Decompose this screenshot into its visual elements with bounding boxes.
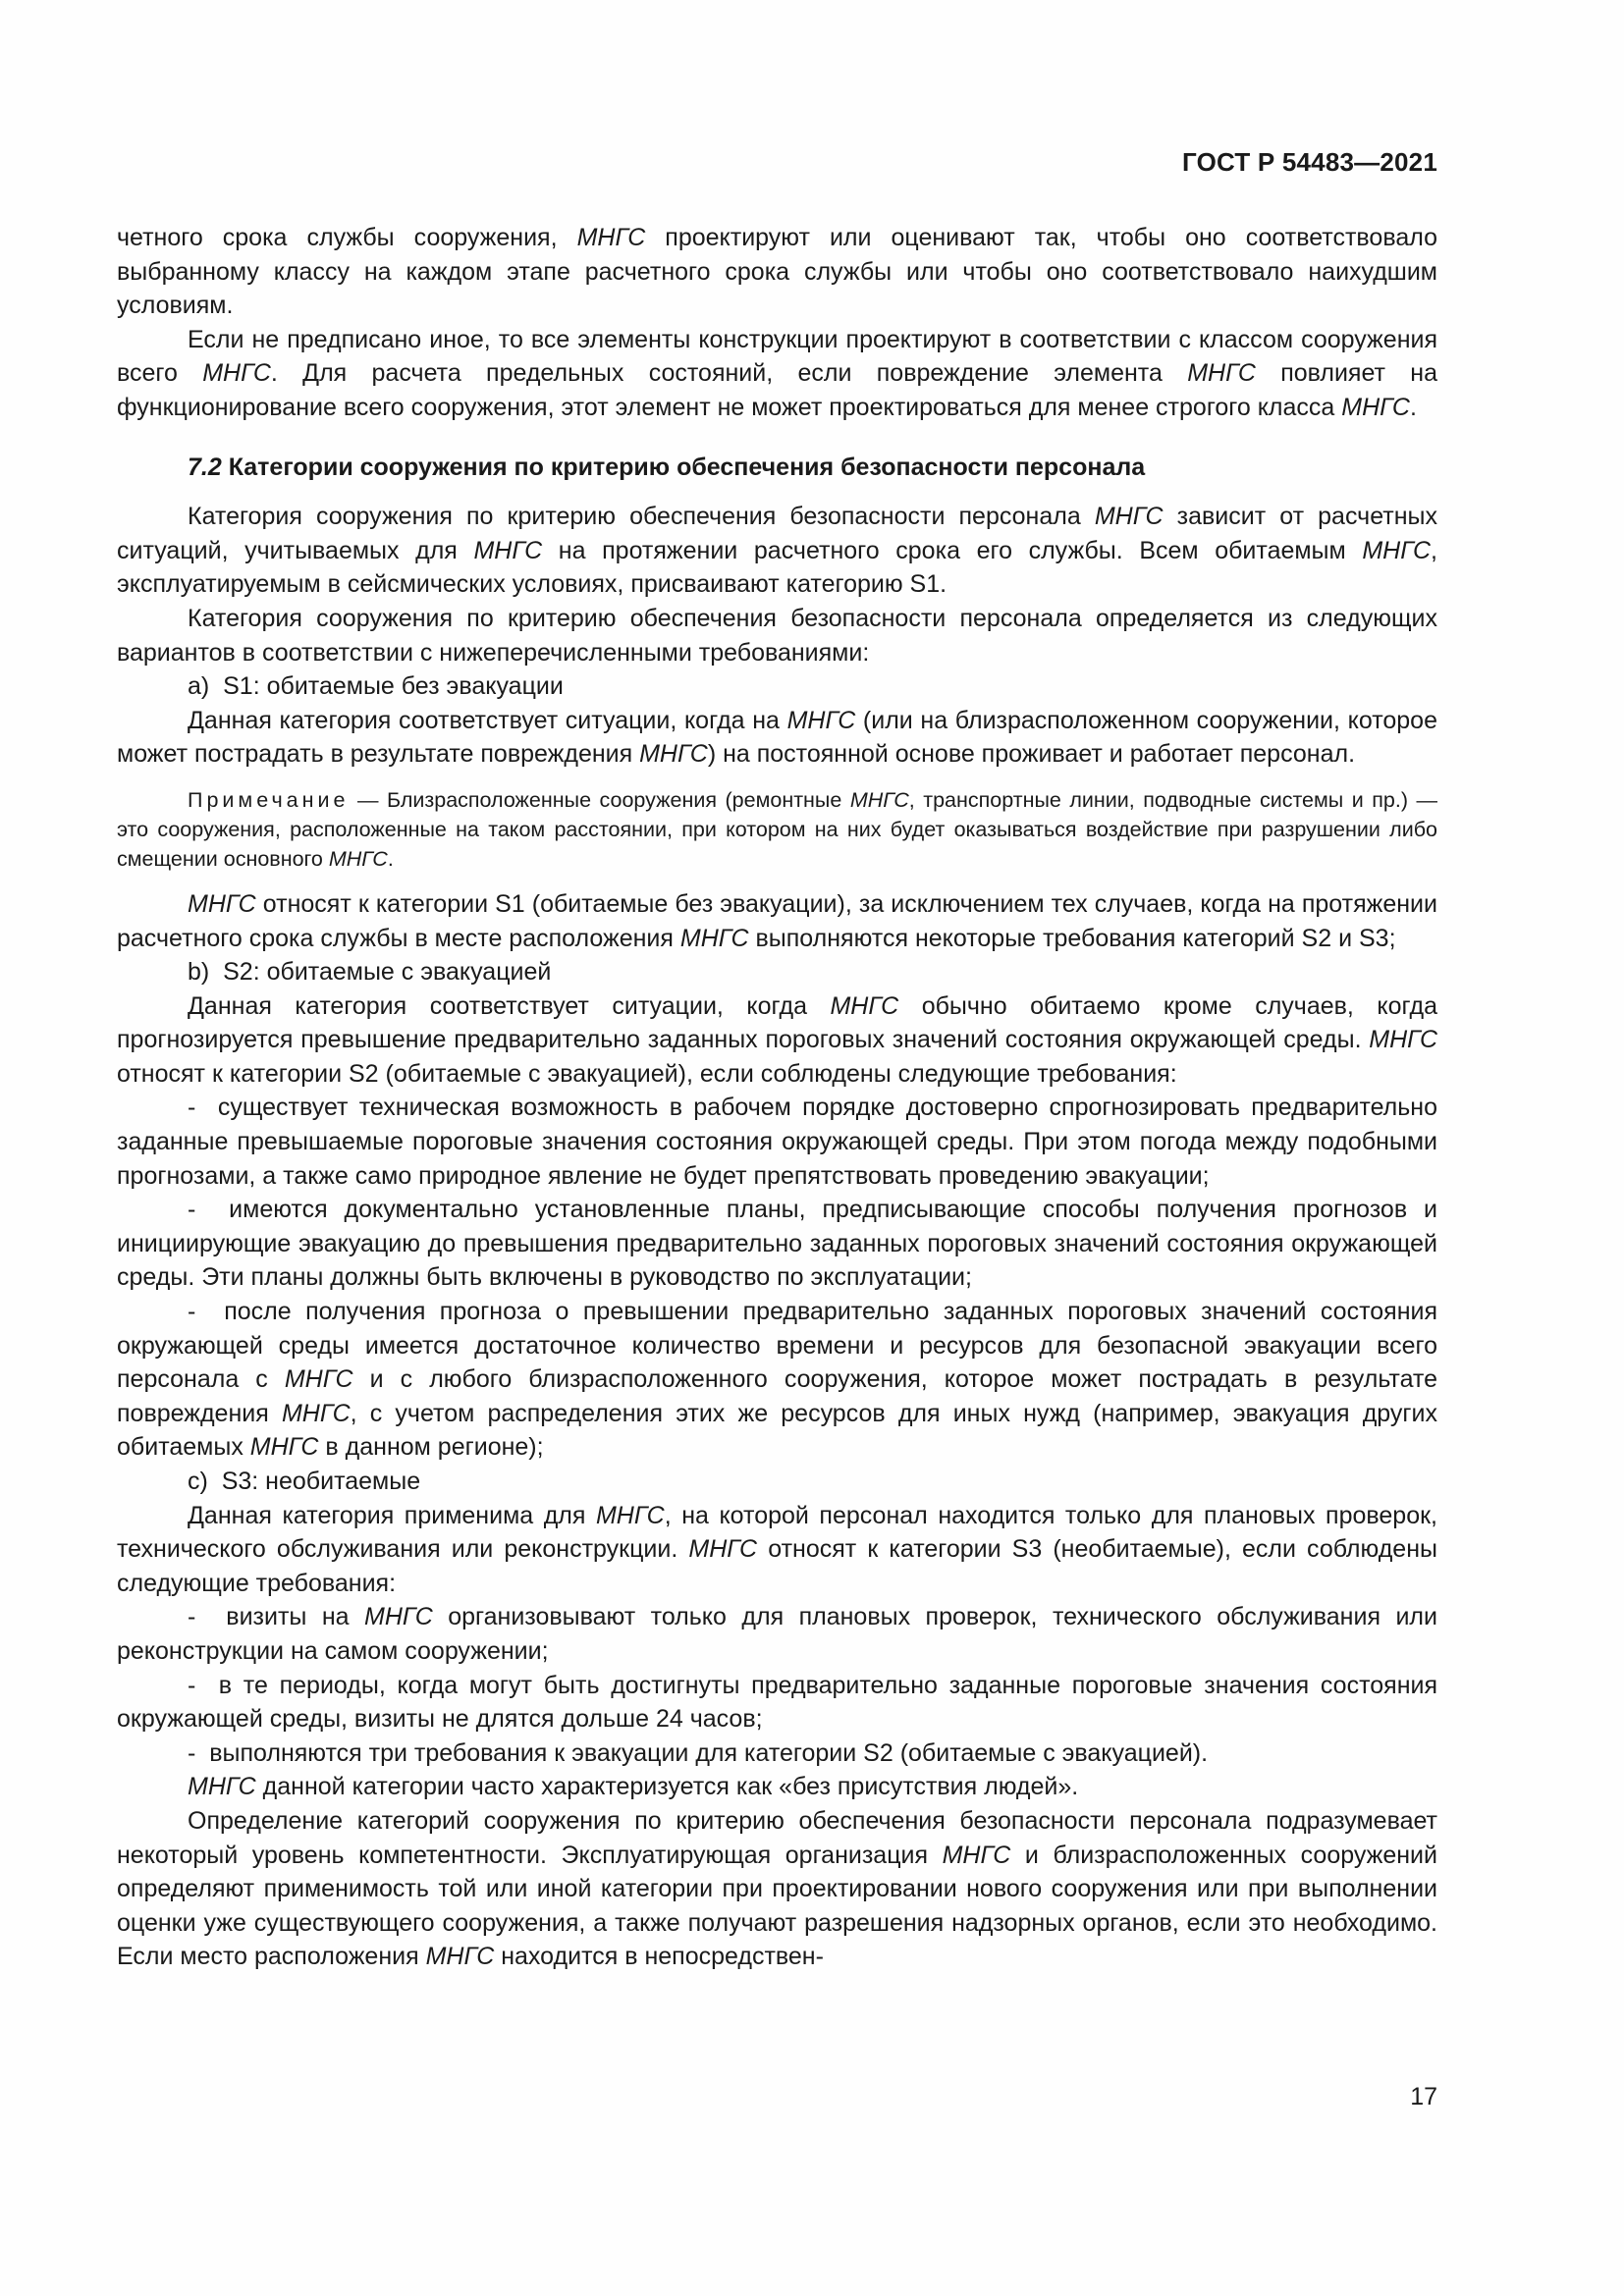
- text: обычно обитаемо кроме случаев, когда прогнозируется превышение предварительно заданных пороговых значений состояния окружающей среды.: [117, 991, 1437, 1054]
- note-label: Примечание: [188, 787, 350, 812]
- list-item-b: b) S2: обитаемые с эвакуацией: [188, 958, 552, 987]
- paragraph: [117, 323, 1437, 425]
- section-heading: [117, 451, 1437, 485]
- bullet-item: - в те периоды, когда могут быть достигнуты предварительно заданные пороговые значения состояния окружающей среды, визиты не длятся дольше 24 часов;: [117, 1671, 1437, 1734]
- bullet-item: - существует техническая возможность в рабочем порядке достоверно спрогнозировать предварительно заданные превышаемые пороговые значения состояния окружающей среды. При этом погода между подобными прогнозами, а также само природное явление не будет препятствовать проведению эвакуации;: [117, 1094, 1437, 1190]
- text: в данном регионе);: [318, 1433, 544, 1462]
- bullet-item: - имеются документально установленные планы, предписывающие способы получения прогнозов и инициирующие эвакуацию до превышения предварительно заданных пороговых значений состояния окружающей среды. Эти планы должны быть включены в руководство по эксплуатации;: [117, 1196, 1437, 1292]
- paragraph: [117, 887, 1437, 955]
- text: повлияет на функционирование всего сооружения, этот элемент не может проектироваться для менее строгого класса: [117, 359, 1438, 421]
- text: четного срока службы сооружения,: [117, 224, 577, 251]
- paragraph: [117, 221, 1437, 323]
- abbr: МНГС: [249, 1433, 319, 1462]
- list-item-c: c) S3: необитаемые: [188, 1468, 421, 1495]
- abbr: МНГС: [786, 706, 856, 734]
- abbr: МНГС: [284, 1365, 353, 1394]
- text: относят к категории S3 (необитаемые), если соблюдены следующие требования:: [117, 1535, 1437, 1597]
- text: (или на близрасположенном сооружении, которое может пострадать в результате повреждения: [117, 706, 1437, 769]
- abbr: МНГС: [1362, 536, 1432, 564]
- abbr: МНГС: [849, 787, 909, 812]
- abbr: МНГС: [942, 1841, 1011, 1869]
- abbr: МНГС: [281, 1399, 351, 1427]
- text: организовывают только для плановых проверок, технического обслуживания или реконструкции на самом сооружении;: [117, 1603, 1437, 1665]
- bullet-item: [117, 1295, 1437, 1465]
- note: [117, 785, 1437, 874]
- abbr: МНГС: [679, 924, 749, 952]
- text: Если не предписано иное, то все элементы конструкции проектируют в соответствии с классом сооружения всего: [117, 325, 1437, 388]
- text: - после получения прогноза о превышении предварительно заданных пороговых значений состояния окружающей среды имеется достаточное количество времени и ресурсов для безопасной эвакуации всего персонала с: [117, 1298, 1437, 1394]
- page-number: 17: [1410, 2083, 1437, 2110]
- section-title: Категории сооружения по критерию обеспечения безопасности персонала: [221, 453, 1146, 481]
- bullet-item: - выполняются три требования к эвакуации для категории S2 (обитаемые с эвакуацией).: [188, 1738, 1209, 1767]
- abbr: МНГС: [576, 224, 646, 251]
- abbr: МНГС: [1187, 359, 1256, 388]
- abbr: МНГС: [830, 991, 899, 1020]
- document-code: ГОСТ Р 54483—2021: [1182, 147, 1437, 177]
- text: и с любого близрасположенного сооружения, которое может пострадать в результате повреждения: [117, 1365, 1438, 1427]
- paragraph: Категория сооружения по критерию обеспечения безопасности персонала определяется из следующих вариантов в соответствии с нижеперечисленными требованиями:: [117, 604, 1437, 667]
- section-number: 7.2: [188, 453, 222, 481]
- text: находится в непосредствен-: [494, 1943, 824, 1971]
- text: проектируют или оценивают так, чтобы оно соответствовало выбранному классу на каждом этапе расчетного срока службы или чтобы оно соответствовало наихудшим условиям.: [117, 224, 1437, 320]
- text: , с учетом распределения этих же ресурсов для иных нужд (например, эвакуация других обитаемых: [117, 1399, 1438, 1462]
- page-content: [117, 221, 1437, 1974]
- text: и близрасположенных сооружений определяют применимость той или иной категории при проектировании нового сооружения или при выполнении оценки уже существующего сооружения, а также получают разрешения надзорных органов, если это необходимо. Если место расположения: [117, 1841, 1437, 1971]
- abbr: МНГС: [188, 889, 256, 918]
- paragraph: [117, 1770, 1437, 1804]
- text: относят к категории S2 (обитаемые с эвакуацией), если соблюдены следующие требования:: [117, 1059, 1177, 1088]
- text: Категория сооружения по критерию обеспечения безопасности персонала: [188, 503, 1095, 531]
- abbr: МНГС: [364, 1603, 433, 1631]
- abbr: МНГС: [425, 1943, 495, 1971]
- text: Данная категория соответствует ситуации, когда на: [188, 706, 787, 734]
- bullet-item: [117, 1600, 1437, 1668]
- abbr: МНГС: [188, 1773, 256, 1801]
- text: .: [1409, 393, 1417, 421]
- text: - визиты на: [188, 1603, 365, 1631]
- abbr: МНГС: [1369, 1026, 1437, 1054]
- text: выполняются некоторые требования категорий S2 и S3;: [748, 924, 1396, 952]
- text: Данная категория применима для: [188, 1501, 596, 1529]
- paragraph: [117, 989, 1437, 1092]
- text: Данная категория соответствует ситуации, когда: [188, 991, 831, 1020]
- text: Определение категорий сооружения по критерию обеспечения безопасности персонала подразумевает некоторый уровень компетентности. Эксплуатирующая организация: [117, 1806, 1437, 1869]
- paragraph: [117, 1499, 1437, 1601]
- abbr: МНГС: [1094, 503, 1164, 531]
- abbr: МНГС: [1341, 393, 1410, 421]
- abbr: МНГС: [202, 359, 271, 388]
- list-item-a: a) S1: обитаемые без эвакуации: [188, 672, 564, 701]
- text: — Близрасположенные сооружения (ремонтные: [349, 787, 850, 812]
- abbr: МНГС: [473, 536, 543, 564]
- text: , эксплуатируемым в сейсмических условиях, присваивают категорию S1.: [117, 536, 1437, 599]
- text: . Для расчета предельных состояний, если повреждение элемента: [270, 359, 1188, 388]
- paragraph: [117, 1804, 1437, 1974]
- text: зависит от расчетных ситуаций, учитываемых для: [117, 503, 1437, 564]
- abbr: МНГС: [328, 846, 388, 871]
- abbr: МНГС: [688, 1535, 758, 1564]
- abbr: МНГС: [595, 1501, 665, 1529]
- text: данной категории часто характеризуется как «без присутствия людей».: [255, 1773, 1079, 1801]
- text: ) на постоянной основе проживает и работает персонал.: [707, 740, 1356, 769]
- paragraph: [117, 500, 1437, 602]
- paragraph: [117, 704, 1437, 772]
- text: .: [387, 846, 394, 871]
- text: относят к категории S1 (обитаемые без эвакуации), за исключением тех случаев, когда на протяжении расчетного срока службы в месте расположения: [117, 889, 1437, 952]
- text: , на которой персонал находится только для плановых проверок, технического обслуживания или реконструкции.: [117, 1501, 1437, 1564]
- abbr: МНГС: [639, 740, 708, 769]
- text: на протяжении расчетного срока его службы. Всем обитаемым: [542, 536, 1363, 564]
- text: , транспортные линии, подводные системы и пр.) — это сооружения, расположенные на таком расстоянии, при котором на них будет оказываться воздействие при разрушении либо смещении основного: [117, 787, 1437, 871]
